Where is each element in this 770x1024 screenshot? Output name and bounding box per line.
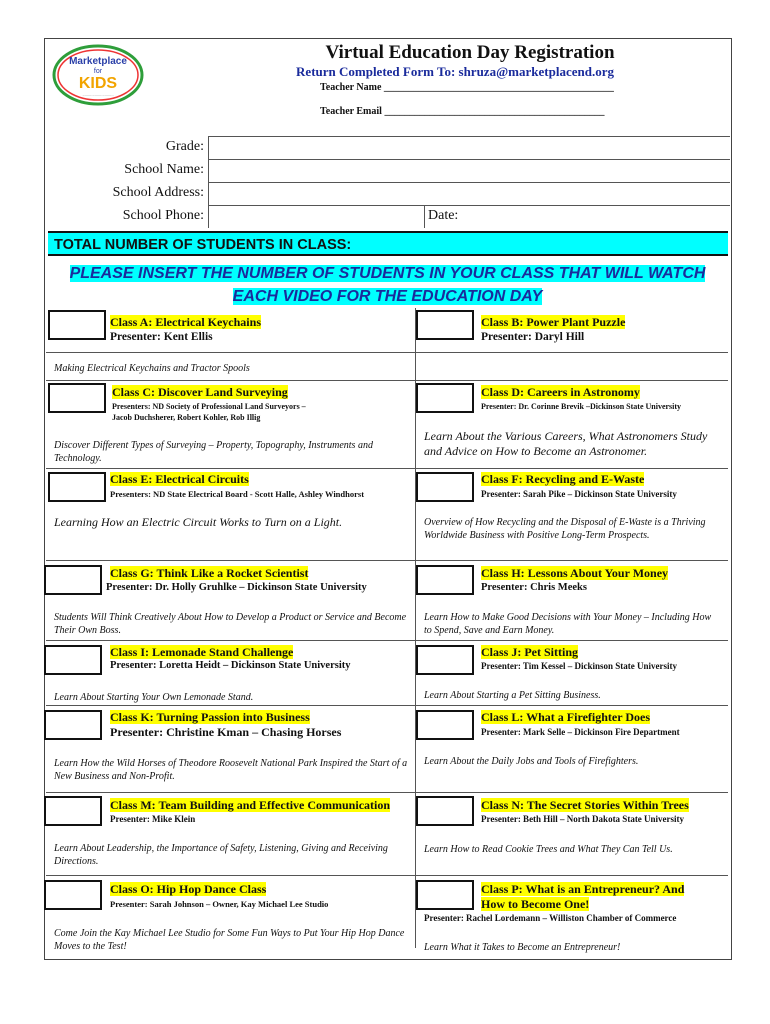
class-d-title: Class D: Careers in Astronomy: [481, 385, 640, 399]
class-g-presenter: Presenter: Dr. Holly Gruhlke – Dickinson State University: [106, 582, 367, 593]
class-a-description: Making Electrical Keychains and Tractor Spools: [54, 363, 250, 374]
date-label: Date:: [428, 208, 459, 223]
grid-line: [208, 205, 730, 206]
marketplace-for-kids-logo: [52, 44, 144, 106]
class-j-title: Class J: Pet Sitting: [481, 645, 578, 659]
svg-text:for: for: [93, 68, 103, 75]
class-k-count-box[interactable]: [44, 710, 102, 740]
class-n-count-box[interactable]: [416, 796, 474, 826]
class-a-title: Class A: Electrical Keychains: [110, 315, 261, 329]
class-i-count-box[interactable]: [44, 645, 102, 675]
page-title: Virtual Education Day Registration: [325, 42, 615, 63]
class-b-title: Class B: Power Plant Puzzle: [481, 315, 626, 329]
class-o-description: Come Join the Kay Michael Lee Studio for Some Fun Ways to Put Your Hip Hop Dance Moves to the Test!: [54, 928, 405, 952]
row-separator: [46, 560, 728, 561]
class-h-presenter: Presenter: Chris Meeks: [481, 582, 587, 593]
class-i-title: Class I: Lemonade Stand Challenge: [110, 645, 294, 659]
class-e-title: Class E: Electrical Circuits: [110, 472, 249, 486]
class-c-description: Discover Different Types of Surveying – Property, Topography, Instruments and Technology.: [54, 440, 373, 464]
row-separator: [46, 705, 728, 706]
class-j-presenter: Presenter: Tim Kessel – Dickinson State University: [481, 661, 677, 671]
class-g-description: Students Will Think Creatively About How to Develop a Product or Service and Become Their Own Boss.: [54, 612, 407, 636]
grid-line: [208, 182, 730, 183]
return-email-line: Return Completed Form To: shruza@marketplacend.org: [296, 64, 614, 79]
class-e-count-box[interactable]: [48, 472, 106, 502]
class-j-count-box[interactable]: [416, 645, 474, 675]
class-c-count-box[interactable]: [48, 383, 106, 413]
class-p-presenter: Presenter: Rachel Lordemann – Williston Chamber of Commerce: [424, 913, 677, 923]
class-b-presenter: Presenter: Daryl Hill: [481, 331, 585, 343]
class-f-presenter: Presenter: Sarah Pike – Dickinson State University: [481, 489, 677, 499]
class-g-title: Class G: Think Like a Rocket Scientist: [110, 566, 309, 580]
teacher-name-field[interactable]: Teacher Name ______________________________________________: [320, 82, 614, 93]
instruction-line-1: PLEASE INSERT THE NUMBER OF STUDENTS IN YOUR CLASS THAT WILL WATCH: [69, 265, 706, 282]
total-students-bar[interactable]: TOTAL NUMBER OF STUDENTS IN CLASS:: [48, 231, 728, 256]
class-a-presenter: Presenter: Kent Ellis: [110, 331, 213, 343]
class-n-title: Class N: The Secret Stories Within Trees: [481, 798, 689, 812]
class-j-description: Learn About Starting a Pet Sitting Business.: [424, 690, 601, 701]
class-d-presenter: Presenter: Dr. Corinne Brevik –Dickinson State University: [481, 402, 682, 411]
class-f-description: Overview of How Recycling and the Disposal of E-Waste is a Thriving Worldwide Business with Positive Long-Term Prospects.: [424, 517, 706, 541]
class-e-description: Learning How an Electric Circuit Works to Turn on a Light.: [54, 515, 343, 529]
class-f-title: Class F: Recycling and E-Waste: [481, 472, 645, 486]
class-l-description: Learn About the Daily Jobs and Tools of Firefighters.: [424, 756, 639, 767]
row-separator: [46, 468, 728, 469]
class-i-description: Learn About Starting Your Own Lemonade Stand.: [54, 692, 254, 703]
svg-text:Marketplace: Marketplace: [69, 56, 127, 67]
class-k-presenter: Presenter: Christine Kman – Chasing Horses: [110, 725, 342, 739]
class-o-count-box[interactable]: [44, 880, 102, 910]
class-l-title: Class L: What a Firefighter Does: [481, 710, 650, 724]
school-phone-label: School Phone:: [122, 208, 204, 223]
class-o-presenter: Presenter: Sarah Johnson – Owner, Kay Michael Lee Studio: [110, 899, 329, 909]
class-c-presenter: Presenters: ND Society of Professional Land Surveyors –: [112, 402, 306, 411]
school-address-label: School Address:: [112, 185, 204, 200]
class-p-title: Class P: What is an Entrepreneur? And How to Become One!: [481, 882, 685, 911]
class-o-title: Class O: Hip Hop Dance Class: [110, 882, 267, 896]
grid-line: [424, 205, 425, 228]
class-m-title: Class M: Team Building and Effective Communication: [110, 798, 391, 812]
grade-label: Grade:: [165, 139, 204, 154]
svg-text:KIDS: KIDS: [78, 75, 118, 92]
svg-text:............................: ............................: [82, 92, 114, 97]
row-separator: [46, 640, 728, 641]
row-separator: [46, 352, 728, 353]
class-a-count-box[interactable]: [48, 310, 106, 340]
class-c-title: Class C: Discover Land Surveying: [112, 385, 288, 399]
class-n-description: Learn How to Read Cookie Trees and What They Can Tell Us.: [424, 844, 673, 855]
teacher-email-field[interactable]: Teacher Email ____________________________________________: [320, 106, 605, 117]
row-separator: [46, 792, 728, 793]
class-d-count-box[interactable]: [416, 383, 474, 413]
class-i-presenter: Presenter: Loretta Heidt – Dickinson State University: [110, 660, 351, 671]
class-k-title: Class K: Turning Passion into Business: [110, 710, 310, 724]
class-h-count-box[interactable]: [416, 565, 474, 595]
class-l-presenter: Presenter: Mark Selle – Dickinson Fire Department: [481, 727, 680, 737]
school-name-label: School Name:: [124, 162, 204, 177]
grid-line: [208, 136, 209, 228]
class-g-count-box[interactable]: [44, 565, 102, 595]
class-c-presenter-names: Jacob Duchsherer, Robert Kohler, Rob Illig: [112, 413, 261, 422]
class-n-presenter: Presenter: Beth Hill – North Dakota State University: [481, 814, 685, 824]
grid-line: [208, 136, 730, 137]
row-separator: [46, 380, 728, 381]
class-p-count-box[interactable]: [416, 880, 474, 910]
class-h-title: Class H: Lessons About Your Money: [481, 566, 669, 580]
class-m-count-box[interactable]: [44, 796, 102, 826]
class-f-count-box[interactable]: [416, 472, 474, 502]
instruction-heading: [60, 262, 715, 308]
class-k-description: Learn How the Wild Horses of Theodore Roosevelt National Park Inspired the Start of a New Business and Non-Profit.: [54, 758, 408, 782]
class-d-description: Learn About the Various Careers, What Astronomers Study and Advice on How to Become an Astronomer.: [424, 429, 708, 458]
class-b-count-box[interactable]: [416, 310, 474, 340]
class-l-count-box[interactable]: [416, 710, 474, 740]
class-m-description: Learn About Leadership, the Importance of Safety, Listening, Giving and Receiving Directions.: [54, 843, 388, 867]
class-m-presenter: Presenter: Mike Klein: [110, 814, 196, 824]
row-separator: [46, 875, 728, 876]
instruction-line-2: EACH VIDEO FOR THE EDUCATION DAY: [232, 288, 543, 305]
grid-line: [208, 159, 730, 160]
class-p-description: Learn What it Takes to Become an Entrepreneur!: [424, 942, 621, 953]
class-e-presenter: Presenters: ND State Electrical Board - Scott Halle, Ashley Windhorst: [110, 489, 365, 499]
class-h-description: Learn How to Make Good Decisions with Your Money – Including How to Spend, Save and Earn Money.: [424, 612, 712, 636]
